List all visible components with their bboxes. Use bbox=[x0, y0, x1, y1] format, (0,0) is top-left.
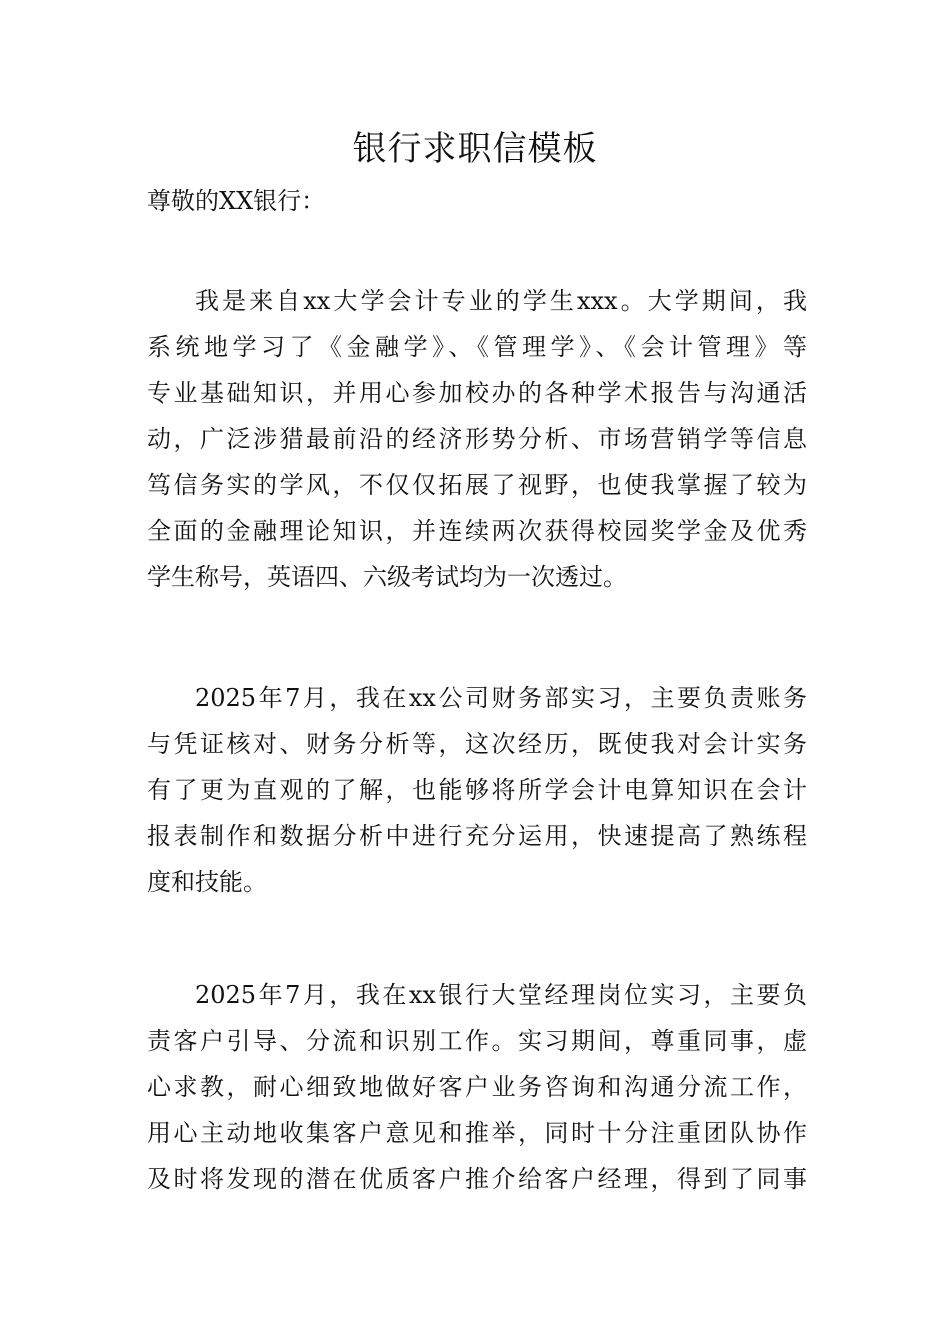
paragraph-line: 与凭证核对、财务分析等，这次经历，既使我对会计实务 bbox=[147, 730, 807, 758]
paragraph-line: 报表制作和数据分析中进行充分运用，快速提高了熟练程 bbox=[147, 822, 807, 850]
paragraph-line: 度和技能。 bbox=[147, 868, 267, 896]
paragraph-line: 全面的金融理论知识，并连续两次获得校园奖学金及优秀 bbox=[147, 517, 807, 545]
paragraph-line: 2025年7月，我在xx公司财务部实习，主要负责账务 bbox=[195, 684, 807, 712]
paragraph-internship-finance bbox=[147, 675, 807, 905]
paragraph-line: 心求教，耐心细致地做好客户业务咨询和沟通分流工作， bbox=[147, 1073, 807, 1101]
paragraph-internship-bank bbox=[147, 972, 807, 1202]
paragraph-line: 及时将发现的潜在优质客户推介给客户经理，得到了同事 bbox=[147, 1165, 807, 1193]
paragraph-line: 专业基础知识，并用心参加校办的各种学术报告与沟通活 bbox=[147, 379, 807, 407]
paragraph-line: 用心主动地收集客户意见和推举，同时十分注重团队协作 bbox=[147, 1119, 807, 1147]
document-title: 银行求职信模板 bbox=[352, 129, 598, 169]
salutation: 尊敬的XX银行： bbox=[147, 187, 326, 215]
paragraph-line: 学生称号，英语四、六级考试均为一次透过。 bbox=[147, 563, 627, 591]
paragraph-line: 2025年7月，我在xx银行大堂经理岗位实习，主要负 bbox=[195, 981, 807, 1009]
paragraph-education bbox=[147, 278, 807, 600]
paragraph-line: 责客户引导、分流和识别工作。实习期间，尊重同事，虚 bbox=[147, 1027, 807, 1055]
paragraph-line: 动，广泛涉猎最前沿的经济形势分析、市场营销学等信息 bbox=[147, 425, 807, 453]
paragraph-line: 有了更为直观的了解，也能够将所学会计电算知识在会计 bbox=[147, 776, 807, 804]
paragraph-line: 笃信务实的学风，不仅仅拓展了视野，也使我掌握了较为 bbox=[147, 471, 807, 499]
paragraph-line: 我是来自xx大学会计专业的学生xxx。大学期间，我 bbox=[195, 287, 807, 315]
paragraph-line: 系统地学习了《金融学》、《管理学》、《会计管理》等 bbox=[147, 333, 807, 361]
